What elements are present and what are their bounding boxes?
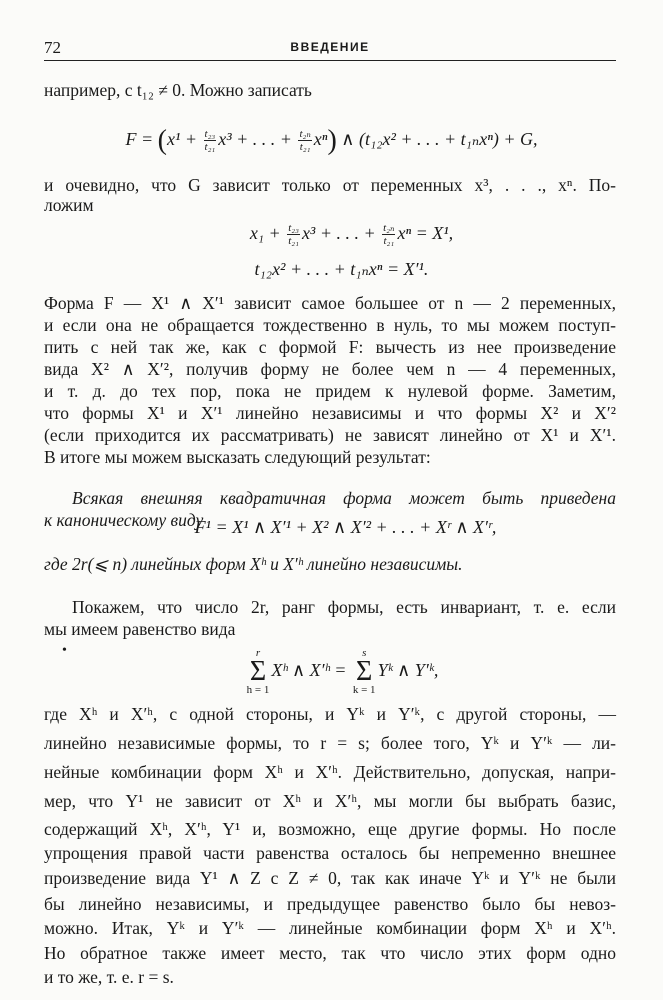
page-header <box>44 36 616 61</box>
text-line: нейные комбинации форм Xʰ и X′ʰ. Действительно, допуская, напри- <box>44 762 616 782</box>
equation-F-expansion: F = (x¹ + $\frac{\text{t₂₃}}{\text{t₂₁}}$ x³ + . . . + $\frac{\text{t₂ₙ}}{\text{t₂₁}}$ xⁿ) ∧ (t₁₂x² + . . . + t₁ₙxⁿ) + G, <box>125 125 538 156</box>
text-line: можно. Итак, Yᵏ и Y′ᵏ — линейные комбинации форм Xʰ и X′ʰ. <box>44 918 616 938</box>
theorem-line: Всякая внешняя квадратичная форма может быть приведена <box>72 488 616 508</box>
fraction-t2n-t21: $\frac{\text{t₂ₙ}}{\text{t₂₁}}$ <box>383 222 395 248</box>
text-line: бы линейно независимы, и предыдущее равенство было бы невоз- <box>44 894 616 914</box>
text-line: Но обратное также имеет место, так что число этих форм одно <box>44 943 616 963</box>
text-line: что формы X¹ и X′¹ линейно независимы и что формы X² и X′² <box>44 403 616 423</box>
theorem-line: к каноническому виду <box>44 510 204 530</box>
text-line: и очевидно, что G зависит только от переменных x³, . . ., xⁿ. По- <box>44 175 616 195</box>
summation-h: r Σ h = 1 <box>246 647 270 696</box>
fraction-t23-t21: $\frac{\text{t₂₃}}{\text{t₂₁}}$ <box>288 222 299 248</box>
text-line: и т. д. до тех пор, пока не придем к нулевой форме. Заметим, <box>44 381 616 401</box>
text-line: где Xʰ и X′ʰ, с одной стороны, и Yᵏ и Y′ᵏ, с другой стороны, — <box>44 704 616 724</box>
text-line: например, с t₁₂ ≠ 0. Можно записать <box>44 80 312 100</box>
stray-mark: • <box>62 643 67 658</box>
running-title: ВВЕДЕНИЕ <box>290 40 370 54</box>
equation-sum-equality: r Σ h = 1Xʰ ∧ X′ʰ = s Σ k = 1Yᵏ ∧ Y′ᵏ, <box>246 647 439 696</box>
text-line: (если приходится их рассматривать) не зависят линейно от X¹ и X′¹. <box>44 425 616 445</box>
text-line: ложим <box>44 195 94 215</box>
text-line: Форма F — X¹ ∧ X′¹ зависит самое большее от n — 2 переменных, <box>44 293 616 313</box>
text-line: линейно независимые формы, то r = s; более того, Yᵏ и Y′ᵏ — ли- <box>44 733 616 753</box>
text-line: упрощения правой части равенства осталось бы непременно внешнее <box>44 843 616 863</box>
page-number: 72 <box>44 38 61 57</box>
fraction-t23-t21: $\frac{\text{t₂₃}}{\text{t₂₁}}$ <box>204 128 216 154</box>
equation-canonical-form: F¹ = X¹ ∧ X′¹ + X² ∧ X′² + . . . + Xʳ ∧ X′ʳ, <box>194 517 497 537</box>
fraction-t2n-t21: $\frac{\text{t₂ₙ}}{\text{t₂₁}}$ <box>299 128 311 154</box>
text-line: и то же, т. е. r = s. <box>44 967 174 987</box>
text-line: мы имеем равенство вида <box>44 619 236 639</box>
text-line: Покажем, что число 2r, ранг формы, есть инвариант, т. е. если <box>72 597 616 617</box>
text-line: вида X² ∧ X′², получив форму не более чем n — 4 переменных, <box>44 359 616 379</box>
text-line: пить с ней так же, как с формой F: вычесть из нее произведение <box>44 337 616 357</box>
summation-k: s Σ k = 1 <box>352 647 376 696</box>
equation-X1-definition: x₁ + $\frac{\text{t₂₃}}{\text{t₂₁}}$ x³ + . . . + $\frac{\text{t₂ₙ}}{\text{t₂₁}}$ xⁿ = X¹, <box>249 222 454 248</box>
equation-X-prime-1-definition: t₁₂x² + . . . + t₁ₙxⁿ = X′¹. <box>254 259 429 279</box>
text-line: содержащий Xʰ, X′ʰ, Y¹ и, возможно, еще другие формы. Но после <box>44 819 616 839</box>
text-line: и если она не обращается тождественно в нуль, то мы можем поступ- <box>44 315 616 335</box>
theorem-line: где 2r(⩽ n) линейных форм Xʰ и X′ʰ линейно независимы. <box>44 554 463 574</box>
text-line: В итоге мы можем высказать следующий результат: <box>44 447 431 467</box>
text-line: мер, что Y¹ не зависит от Xʰ и X′ʰ, мы могли бы выбрать базис, <box>44 791 616 811</box>
text-line: произведение вида Y¹ ∧ Z с Z ≠ 0, так как иначе Yᵏ и Y′ᵏ не были <box>44 868 616 888</box>
